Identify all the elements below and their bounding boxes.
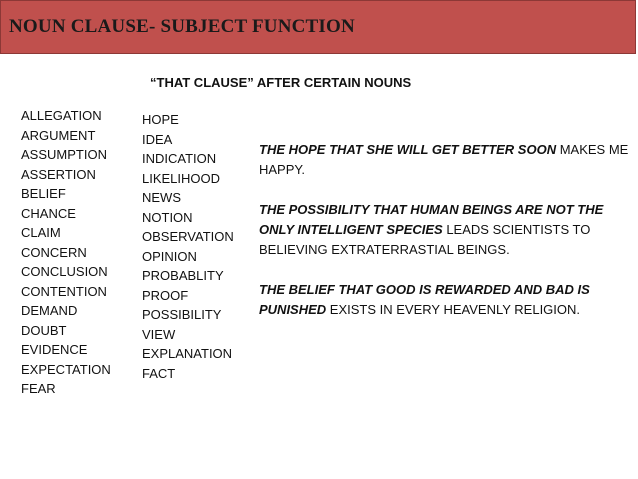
noun-item: POSSIBILITY (142, 307, 222, 322)
noun-item: OBSERVATION (142, 229, 234, 244)
noun-item: PROBABLITY (142, 268, 224, 283)
example-sentence (259, 280, 629, 320)
example-clause: THE HOPE THAT SHE WILL GET BETTER SOON (259, 142, 557, 157)
title-bar (0, 0, 636, 54)
slide-subtitle: “THAT CLAUSE” AFTER CERTAIN NOUNS (150, 75, 412, 90)
noun-item: OPINION (142, 248, 197, 264)
noun-item: ASSUMPTION (21, 147, 107, 162)
noun-item: INDICATION (142, 151, 217, 166)
noun-list-column-2 (142, 110, 234, 383)
noun-item: EVIDENCE (21, 342, 88, 357)
noun-item: VIEW (142, 326, 176, 342)
noun-item: ALLEGATION (21, 108, 102, 123)
example-rest: LEADS SCIENTISTS TO BELIEVING EXTRATERRASTIAL BEINGS. (259, 222, 591, 257)
noun-item: EXPLANATION (142, 346, 233, 361)
example-rest: EXISTS IN EVERY HEAVENLY RELIGION. (326, 302, 581, 317)
example-rest: MAKES ME HAPPY. (259, 142, 629, 177)
noun-item: CHANCE (21, 205, 76, 221)
noun-item: CONCERN (21, 244, 87, 260)
noun-item: HOPE (142, 112, 179, 127)
noun-item: CONTENTION (21, 283, 107, 299)
noun-item: ASSERTION (21, 166, 96, 182)
noun-item: PROOF (142, 287, 189, 303)
noun-list-column-1 (21, 106, 111, 399)
noun-item: NEWS (142, 190, 181, 205)
example-clause: THE POSSIBILITY THAT HUMAN BEINGS ARE NOT THE ONLY INTELLIGENT SPECIES (259, 202, 604, 237)
noun-item: CLAIM (21, 225, 61, 240)
noun-item: DEMAND (21, 303, 78, 318)
example-sentence (259, 200, 629, 260)
noun-item: FACT (142, 365, 176, 381)
example-sentence (259, 140, 629, 180)
noun-item: DOUBT (21, 322, 67, 338)
noun-item: EXPECTATION (21, 361, 111, 377)
noun-item: FEAR (21, 381, 56, 396)
slide-title: NOUN CLAUSE- SUBJECT FUNCTION (9, 16, 355, 37)
noun-item: IDEA (142, 131, 173, 147)
noun-item: CONCLUSION (21, 264, 108, 279)
noun-item: ARGUMENT (21, 127, 96, 143)
example-sentences (259, 140, 629, 340)
example-clause: THE BELIEF THAT GOOD IS REWARDED AND BAD IS PUNISHED (259, 282, 590, 317)
noun-item: BELIEF (21, 186, 66, 201)
noun-item: LIKELIHOOD (142, 170, 221, 186)
noun-item: NOTION (142, 209, 193, 225)
